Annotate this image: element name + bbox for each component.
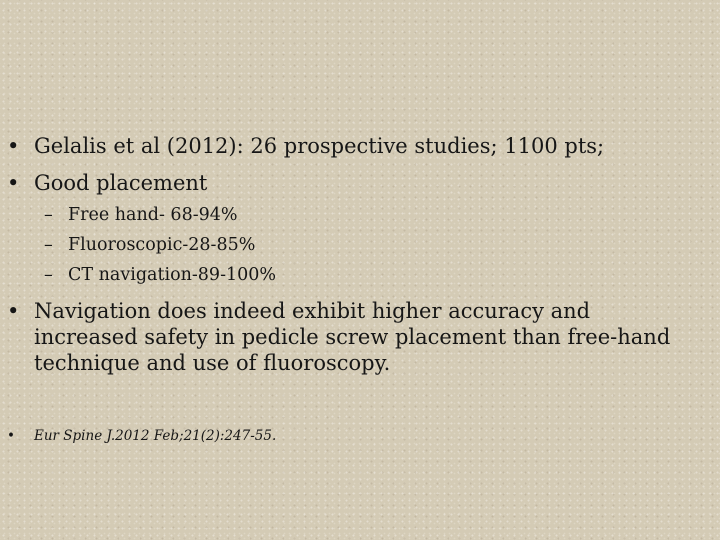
sub-bullet-text: CT navigation-89-100% xyxy=(68,265,277,285)
sub-bullet-marker: – xyxy=(44,235,53,255)
sub-bullet-fluoroscopic xyxy=(44,234,668,256)
bullet-marker: • xyxy=(7,171,20,195)
bullet-good-placement xyxy=(7,170,694,196)
bullet-marker: • xyxy=(7,299,20,323)
bullet-text: Gelalis et al (2012): 26 prospective studies; 1100 pts; xyxy=(34,134,605,158)
sub-bullet-marker: – xyxy=(44,265,53,285)
sub-bullet-free-hand xyxy=(44,204,668,226)
bullet-navigation-conclusion xyxy=(7,298,674,376)
sub-bullet-text: Fluoroscopic-28-85% xyxy=(68,235,256,255)
reference-marker: • xyxy=(7,428,15,444)
bullet-marker: • xyxy=(7,134,20,158)
bullet-gelalis xyxy=(7,133,694,159)
reference-citation xyxy=(7,427,634,445)
reference-text: Eur Spine J.2012 Feb;21(2):247-55. xyxy=(34,428,277,444)
sub-bullet-ct-navigation xyxy=(44,264,668,286)
sub-bullet-text: Free hand- 68-94% xyxy=(68,205,238,225)
bullet-text: Navigation does indeed exhibit higher accuracy and increased safety in pedicle screw placement than free-hand technique and use of fluoroscopy. xyxy=(34,299,671,375)
bullet-text: Good placement xyxy=(34,171,208,195)
sub-bullet-marker: – xyxy=(44,205,53,225)
